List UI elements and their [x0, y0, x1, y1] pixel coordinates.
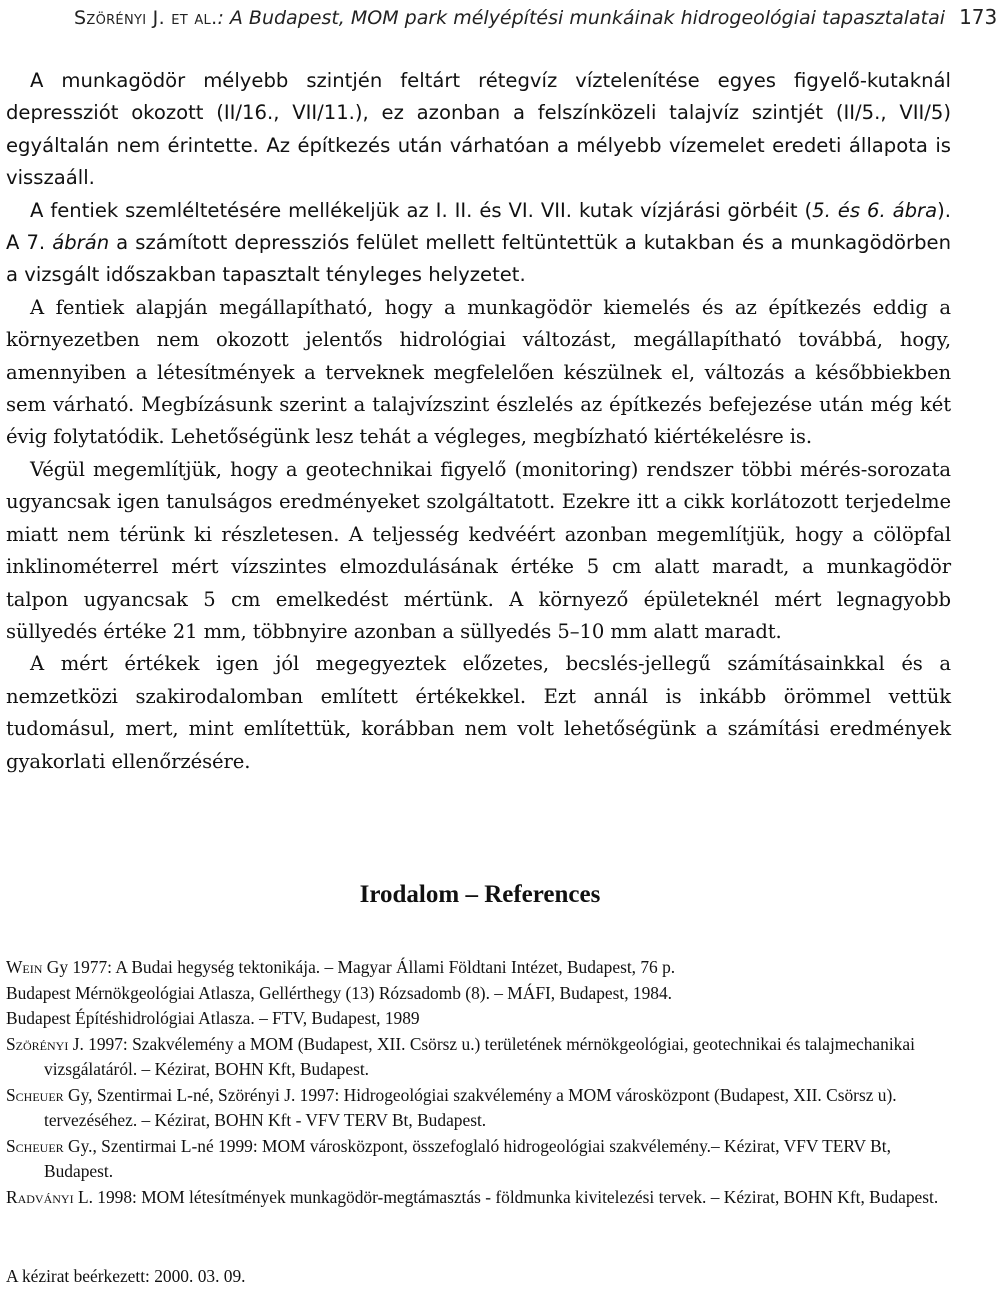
header-title: : A Budapest, MOM park mélyépítési munkáinak hidrogeológiai tapasztalatai: [217, 7, 946, 29]
reference-text: Gy., Szentirmai L-né 1999: MOM városközpont, összefoglaló hidrogeológiai szakvélemény.– Kézirat, VFV TERV Bt, Budapest.: [44, 1135, 891, 1181]
paragraph-figures: [6, 195, 951, 292]
body-text: [6, 65, 951, 778]
page-number: 173: [959, 5, 997, 29]
reference-author: Szörényi: [6, 1033, 69, 1054]
references-heading: Irodalom – References: [359, 881, 601, 908]
paragraph-figures-text-c: a számított depressziós felület mellett feltüntettük a kutakban és a munkagödörben a vizsgált időszakban tapasztalt tényleges helyzetet.: [6, 231, 951, 287]
reference-item: [6, 1083, 951, 1134]
reference-item: [6, 981, 951, 1007]
paragraph-comparison: A mért értékek igen jól megegyeztek előzetes, becslés-jellegű számításainkkal és a nemzetközi szakirodalomban említett értékekkel. Ezt annál is inkább örömmel vettük tudomásul, mert, mint említettük, korábban nem volt lehetőségünk a számítási eredmények gyakorlati ellenőrzésére.: [6, 652, 951, 773]
figure-reference-5-6: 5. és 6. ábra: [812, 198, 938, 222]
paragraph-figures-text-b: ). A 7.: [6, 198, 951, 255]
reference-text: L. 1998: MOM létesítmények munkagödör-megtámasztás - földmunka kivitelezési tervek. – Kézirat, BOHN Kft, Budapest.: [73, 1186, 939, 1207]
header-author: Szörényi J. et al.: [74, 7, 218, 29]
paragraph-monitoring: Végül megemlítjük, hogy a geotechnikai figyelő (monitoring) rendszer többi mérés-sorozata ugyancsak igen tanulságos eredményeket szolgáltatott. Ezekre itt a cikk korlátozott terjedelme miatt nem térünk ki részletesen. A teljesség kedvéért azonban megemlítjük, hogy a cölöpfal inklinométerrel mért vízszintes elmozdulásának értéke 5 cm alatt maradt, a munkagödör talpon ugyancsak 5 cm emelkedést mértünk. A környező épületeknél mért legnagyobb süllyedés értéke 21 mm, többnyire azonban a süllyedés 5–10 mm alatt maradt.: [6, 457, 951, 643]
paragraph-depression: A munkagödör mélyebb szintjén feltárt rétegvíz víztelenítése egyes figyelő-kutaknál depressziót okozott (II/16., VII/11.), ez azonban a felszínközeli talajvíz szintjét (II/5., VII/5) egyáltalán nem érintette. Az építkezés után várhatóan a mélyebb vízemelet eredeti állapota is visszaáll.: [6, 69, 951, 190]
reference-list: [6, 955, 951, 1210]
reference-item: [6, 1006, 951, 1032]
manuscript-received-date: A kézirat beérkezett: 2000. 03. 09.: [6, 1266, 246, 1286]
reference-author: Radványi: [6, 1186, 74, 1207]
reference-text: J. 1997: Szakvélemény a MOM (Budapest, XII. Csörsz u.) területének mérnökgeológiai, geotechnikai és talajmechanikai vizsgálatáról. – Kézirat, BOHN Kft, Budapest.: [44, 1033, 915, 1079]
reference-text: Gy 1977: A Budai hegység tektonikája. – Magyar Állami Földtani Intézet, Budapest, 76 p.: [42, 957, 676, 977]
reference-item: [6, 1032, 951, 1083]
reference-author: Scheuer: [6, 1135, 64, 1156]
reference-item: [6, 1185, 951, 1211]
figure-reference-7: ábrán: [52, 231, 110, 255]
paragraph-conclusion: A fentiek alapján megállapítható, hogy a munkagödör kiemelés és az építkezés eddig a környezetben nem okozott jelentős hidrológiai változást, megállapítható továbbá, hogy, amennyiben a létesítmények a terveknek megfelelően készülnek el, változás a későbbiekben sem várható. Megbízásunk szerint a talajvízszint észlelés az építkezés befejezése után még két évig folytatódik. Lehetőségünk lesz tehát a végleges, megbízható kiértékelésre is.: [6, 295, 951, 449]
reference-author: Wein: [6, 957, 43, 977]
reference-item: [6, 1134, 951, 1185]
reference-text: Gy, Szentirmai L-né, Szörényi J. 1997: Hidrogeológiai szakvélemény a MOM városközpont (Budapest, XII. Csörsz u). tervezéséhez. – Kézirat, BOHN Kft - VFV TERV Bt, Budapest.: [44, 1084, 897, 1130]
paragraph-figures-text-a: A fentiek szemléltetésére mellékeljük az I. II. és VI. VII. kutak vízjárási görbéit (: [30, 198, 813, 222]
reference-text: Budapest Építéshidrológiai Atlasza. – FTV, Budapest, 1989: [6, 1008, 420, 1028]
reference-item: [6, 955, 951, 981]
running-header: [74, 2, 997, 33]
reference-text: Budapest Mérnökgeológiai Atlasza, Gellérthegy (13) Rózsadomb (8). – MÁFI, Budapest, 1984.: [6, 982, 673, 1003]
reference-author: Scheuer: [6, 1084, 64, 1105]
